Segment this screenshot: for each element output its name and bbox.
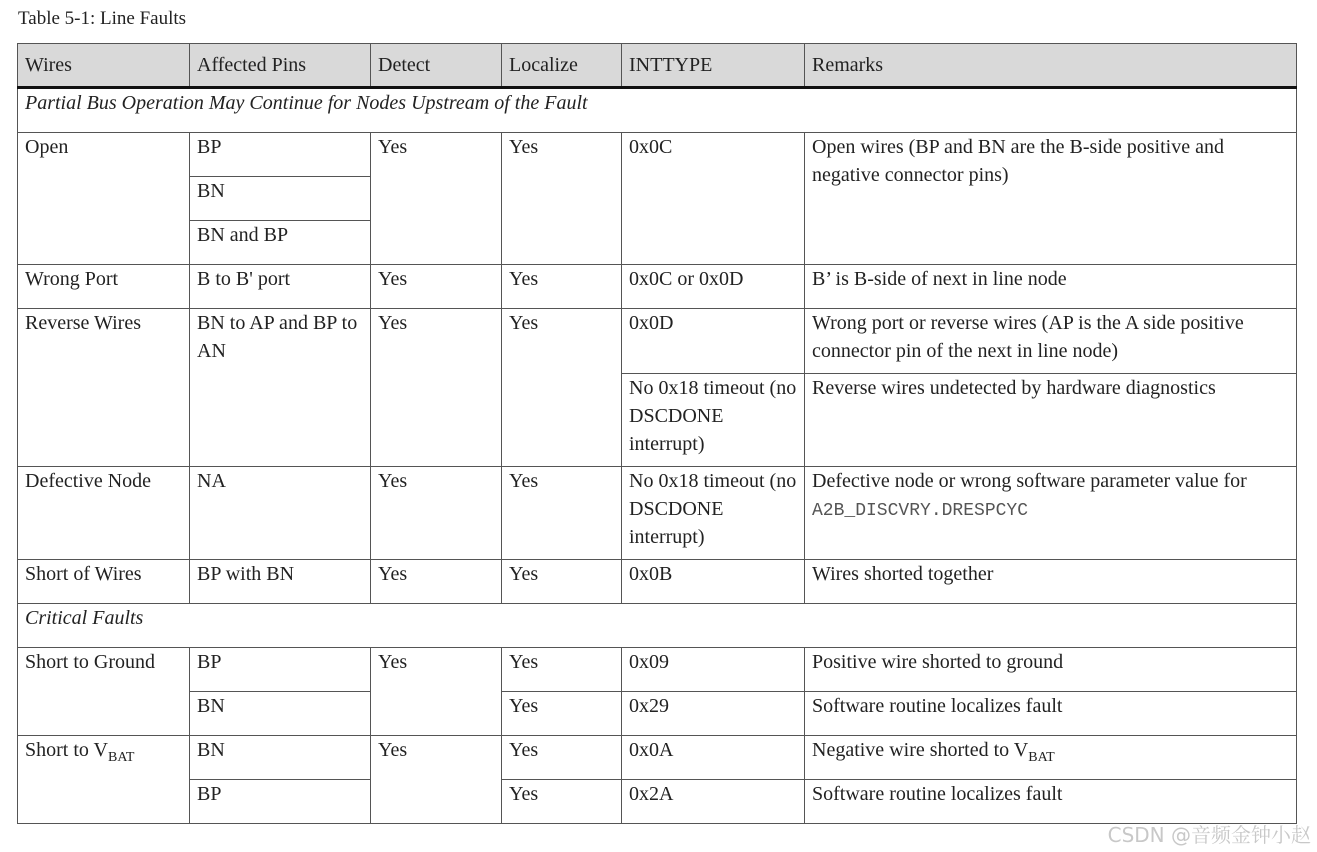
cell-wire: Defective Node [18, 467, 190, 560]
cell-pins: BP [190, 133, 371, 177]
cell-pins: BP with BN [190, 560, 371, 604]
cell-detect: Yes [371, 648, 502, 736]
cell-remarks: Positive wire shorted to ground [805, 648, 1297, 692]
table-row [18, 133, 1297, 177]
cell-localize: Yes [502, 309, 622, 467]
cell-wire [18, 736, 190, 824]
remarks-text: Defective node or wrong software parameter value for [812, 470, 1247, 492]
cell-remarks: B’ is B-side of next in line node [805, 265, 1297, 309]
cell-localize: Yes [502, 265, 622, 309]
subscript: BAT [107, 750, 135, 765]
cell-remarks: Wires shorted together [805, 560, 1297, 604]
section-row [18, 88, 1297, 133]
cell-wire: Short to Ground [18, 648, 190, 736]
watermark: CSDN @音频金钟小赵 [1107, 823, 1311, 847]
cell-remarks [805, 467, 1297, 560]
col-header-remarks: Remarks [805, 44, 1297, 88]
cell-pins: BN [190, 177, 371, 221]
cell-pins: BN and BP [190, 221, 371, 265]
cell-inttype: No 0x18 timeout (no DSCDONE interrupt) [622, 467, 805, 560]
cell-wire: Open [18, 133, 190, 265]
cell-inttype: 0x29 [622, 692, 805, 736]
table-row [18, 692, 1297, 736]
cell-localize: Yes [502, 133, 622, 265]
cell-wire: Short of Wires [18, 560, 190, 604]
cell-remarks: Software routine localizes fault [805, 692, 1297, 736]
cell-remarks [805, 736, 1297, 780]
section-critical-faults: Critical Faults [18, 604, 1297, 648]
table-row [18, 467, 1297, 560]
cell-pins: NA [190, 467, 371, 560]
cell-remarks: Reverse wires undetected by hardware diagnostics [805, 374, 1297, 467]
cell-pins: BN [190, 736, 371, 780]
table-row [18, 780, 1297, 824]
cell-localize: Yes [502, 736, 622, 780]
col-header-localize: Localize [502, 44, 622, 88]
table-row [18, 265, 1297, 309]
cell-pins: BN to AP and BP to AN [190, 309, 371, 467]
cell-pins: BN [190, 692, 371, 736]
cell-pins: B to B' port [190, 265, 371, 309]
table-row [18, 309, 1297, 374]
cell-detect: Yes [371, 560, 502, 604]
cell-detect: Yes [371, 309, 502, 467]
cell-detect: Yes [371, 265, 502, 309]
cell-detect: Yes [371, 467, 502, 560]
cell-inttype: 0x09 [622, 648, 805, 692]
cell-localize: Yes [502, 648, 622, 692]
cell-localize: Yes [502, 467, 622, 560]
cell-wire: Wrong Port [18, 265, 190, 309]
cell-pins: BP [190, 648, 371, 692]
cell-inttype: 0x0C or 0x0D [622, 265, 805, 309]
remarks-text: Negative wire shorted to V [812, 739, 1029, 761]
header-row [18, 44, 1297, 88]
cell-localize: Yes [502, 560, 622, 604]
table-row [18, 648, 1297, 692]
col-header-detect: Detect [371, 44, 502, 88]
col-header-inttype: INTTYPE [622, 44, 805, 88]
table-row [18, 736, 1297, 780]
cell-detect: Yes [371, 133, 502, 265]
table-row [18, 560, 1297, 604]
section-row [18, 604, 1297, 648]
cell-inttype: 0x0D [622, 309, 805, 374]
register-name: A2B_DISCVRY.DRESPCYC [812, 501, 1029, 521]
cell-pins: BP [190, 780, 371, 824]
wire-label: Short to V [25, 739, 108, 761]
cell-inttype: 0x2A [622, 780, 805, 824]
col-header-affected-pins: Affected Pins [190, 44, 371, 88]
cell-wire: Reverse Wires [18, 309, 190, 467]
section-partial-bus: Partial Bus Operation May Continue for Nodes Upstream of the Fault [18, 88, 1297, 133]
cell-localize: Yes [502, 780, 622, 824]
cell-inttype: 0x0C [622, 133, 805, 265]
line-faults-table [17, 43, 1297, 824]
col-header-wires: Wires [18, 44, 190, 88]
cell-inttype: No 0x18 timeout (no DSCDONE interrupt) [622, 374, 805, 467]
cell-localize: Yes [502, 692, 622, 736]
subscript: BAT [1028, 750, 1055, 765]
cell-detect: Yes [371, 736, 502, 824]
cell-remarks: Open wires (BP and BN are the B-side positive and negative connector pins) [805, 133, 1297, 265]
cell-remarks: Software routine localizes fault [805, 780, 1297, 824]
cell-inttype: 0x0A [622, 736, 805, 780]
cell-inttype: 0x0B [622, 560, 805, 604]
table-caption: Table 5-1: Line Faults [18, 8, 187, 29]
cell-remarks: Wrong port or reverse wires (AP is the A side positive connector pin of the next in line node) [805, 309, 1297, 374]
